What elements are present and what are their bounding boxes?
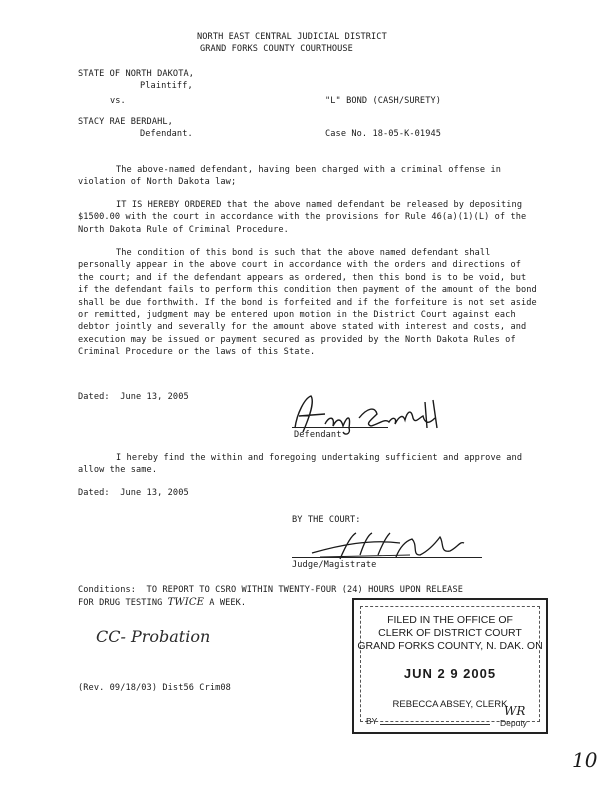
stamp-clerk: REBECCA ABSEY, CLERK bbox=[392, 699, 508, 710]
paragraph-approval: I hereby find the within and foregoing undertaking sufficient and approve and allow the same. bbox=[78, 453, 523, 476]
defendant-name: STACY RAE BERDAHL, bbox=[78, 117, 173, 127]
defendant-signature-label: Defendant bbox=[294, 430, 342, 440]
filed-stamp bbox=[352, 598, 548, 734]
conditions-line2-start: FOR DRUG TESTING bbox=[78, 598, 168, 608]
judge-signature-line bbox=[292, 557, 482, 558]
stamp-line2: CLERK OF DISTRICT COURT bbox=[378, 627, 522, 639]
defendant-role: Defendant. bbox=[140, 129, 193, 139]
conditions-line2 bbox=[78, 597, 246, 608]
bond-type: "L" BOND (CASH/SURETY) bbox=[325, 96, 442, 106]
versus-label: vs. bbox=[110, 96, 126, 106]
plaintiff-name: STATE OF NORTH DAKOTA, bbox=[78, 69, 195, 79]
stamp-date: JUN 2 9 2005 bbox=[403, 666, 497, 681]
paragraph-charge: The above-named defendant, having been charged with a criminal offense in violation of North Dakota law; bbox=[78, 165, 501, 188]
defendant-signature-line bbox=[292, 427, 388, 428]
case-number: Case No. 18-05-K-01945 bbox=[325, 129, 442, 139]
plaintiff-role: Plaintiff, bbox=[140, 81, 193, 91]
dated-defendant: Dated: June 13, 2005 bbox=[78, 392, 189, 402]
form-revision-footer: (Rev. 09/18/03) Dist56 Crim08 bbox=[78, 683, 231, 693]
stamp-line1: FILED IN THE OFFICE OF bbox=[387, 614, 513, 626]
conditions-line2-end: A WEEK. bbox=[204, 598, 247, 608]
court-header-line1: NORTH EAST CENTRAL JUDICIAL DISTRICT bbox=[197, 32, 387, 42]
stamp-deputy: Deputy bbox=[500, 718, 527, 728]
stamp-by: BY bbox=[366, 716, 378, 726]
by-the-court-label: BY THE COURT: bbox=[292, 515, 361, 525]
judge-signature-label: Judge/Magistrate bbox=[292, 560, 377, 570]
paragraph-bond-conditions: The condition of this bond is such that the above named defendant shall personally appear in the above court in accordance with the orders and directions of the court; and if the defendant appears as ordered, then this bond is to be void, but if the defendant fails to perform this condition then payment of the amount of the bond shall be due forthwith. If the bond is forfeited and if the forfeiture is not set aside or remitted, judgment may be entered upon motion in the District Court against each debtor jointly and severally for the amount above stated with interest and costs, and execution may be issued or payment secured as provided by the North Dakota Rules of Criminal Procedure or the laws of this State. bbox=[78, 248, 537, 358]
conditions-handwritten-twice: TWICE bbox=[167, 597, 205, 608]
page-number: 10 bbox=[572, 748, 598, 772]
paragraph-order: IT IS HEREBY ORDERED that the above named defendant be released by depositing $1500.00 with the court in accordance with the provisions for Rule 46(a)(1)(L) of the North Dakota Rule of Criminal Procedure. bbox=[78, 200, 527, 235]
cc-probation-note: CC- Probation bbox=[96, 627, 211, 646]
judge-signature bbox=[300, 525, 490, 565]
conditions-line1: Conditions: TO REPORT TO CSRO WITHIN TWENTY-FOUR (24) HOURS UPON RELEASE bbox=[78, 585, 463, 595]
stamp-by-line bbox=[380, 724, 490, 725]
dated-judge: Dated: June 13, 2005 bbox=[78, 488, 189, 498]
court-header-line2: GRAND FORKS COUNTY COURTHOUSE bbox=[200, 44, 353, 54]
stamp-line3: GRAND FORKS COUNTY, N. DAK. ON bbox=[357, 640, 543, 652]
stamp-initials: WR bbox=[504, 704, 526, 718]
